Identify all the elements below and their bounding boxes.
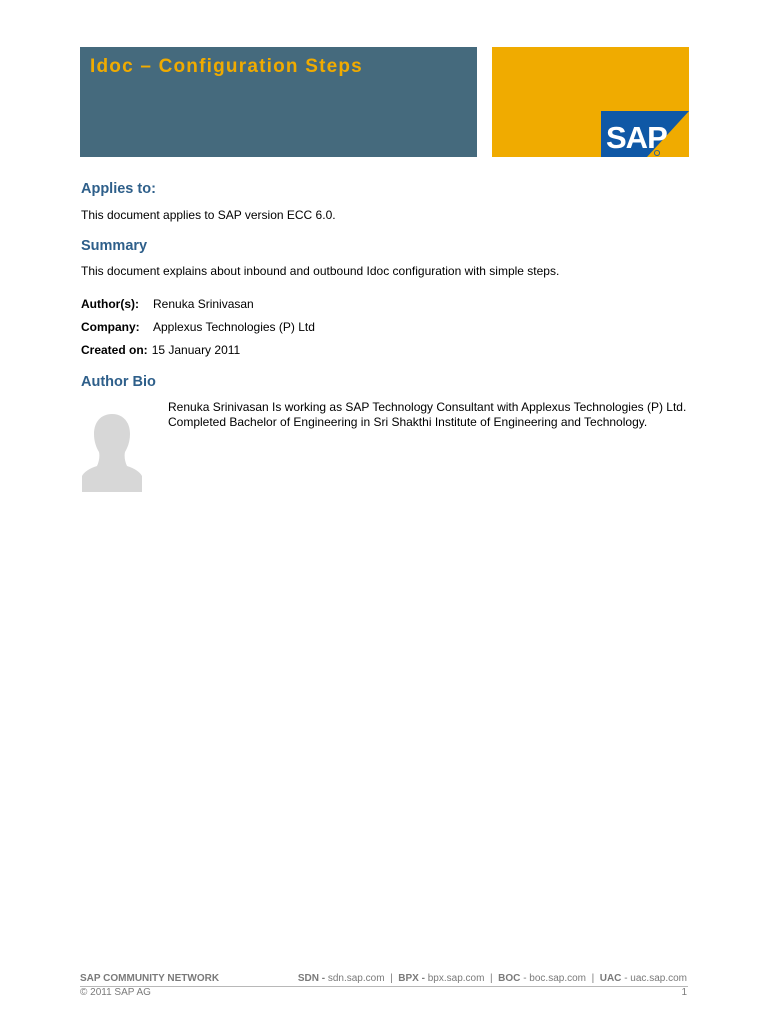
footer-network: SAP COMMUNITY NETWORK [80,973,220,984]
uac-label: UAC [599,973,622,984]
page-number: 1 [681,987,687,998]
author-row [81,297,254,311]
sdn-label: SDN - [297,973,326,984]
company-row [81,320,315,334]
applies-to-text: This document applies to SAP version ECC 6.0. [81,208,336,222]
sdn-link[interactable]: sdn.sap.com [327,973,385,984]
footer-divider [80,986,688,987]
author-value: Renuka Srinivasan [153,297,254,311]
footer-separator: | [390,973,393,984]
sap-logo-icon [601,111,689,157]
boc-link[interactable]: - boc.sap.com [523,973,586,984]
svg-text:SAP: SAP [606,120,667,155]
author-bio-text: Renuka Srinivasan Is working as SAP Technology Consultant with Applexus Technologies (P) Ltd. Completed Bachelor of Engineering in Sri Shakthi Institute of Engineering and Technology. [168,400,687,429]
bpx-link[interactable]: bpx.sap.com [427,973,485,984]
applies-to-heading: Applies to: [81,181,156,197]
created-row [81,343,240,357]
summary-text: This document explains about inbound and outbound Idoc configuration with simple steps. [81,264,560,278]
title-banner [80,47,477,157]
bpx-label: BPX - [398,973,425,984]
footer-separator: | [490,973,493,984]
created-label: Created on: [81,343,148,357]
footer-separator: | [591,973,595,984]
footer-copyright: © 2011 SAP AG [80,987,151,998]
author-avatar-placeholder-icon [82,410,142,492]
company-label: Company: [81,320,140,334]
company-value: Applexus Technologies (P) Ltd [153,320,315,334]
created-value: 15 January 2011 [151,343,241,357]
author-bio-heading: Author Bio [81,374,156,390]
author-label: Author(s): [81,297,139,311]
document-title: Idoc – Configuration Steps [90,56,363,77]
summary-heading: Summary [81,238,148,254]
boc-label: BOC [498,973,521,984]
footer-links [298,973,687,984]
uac-link[interactable]: - uac.sap.com [624,973,687,984]
sap-brand-block [492,47,689,157]
